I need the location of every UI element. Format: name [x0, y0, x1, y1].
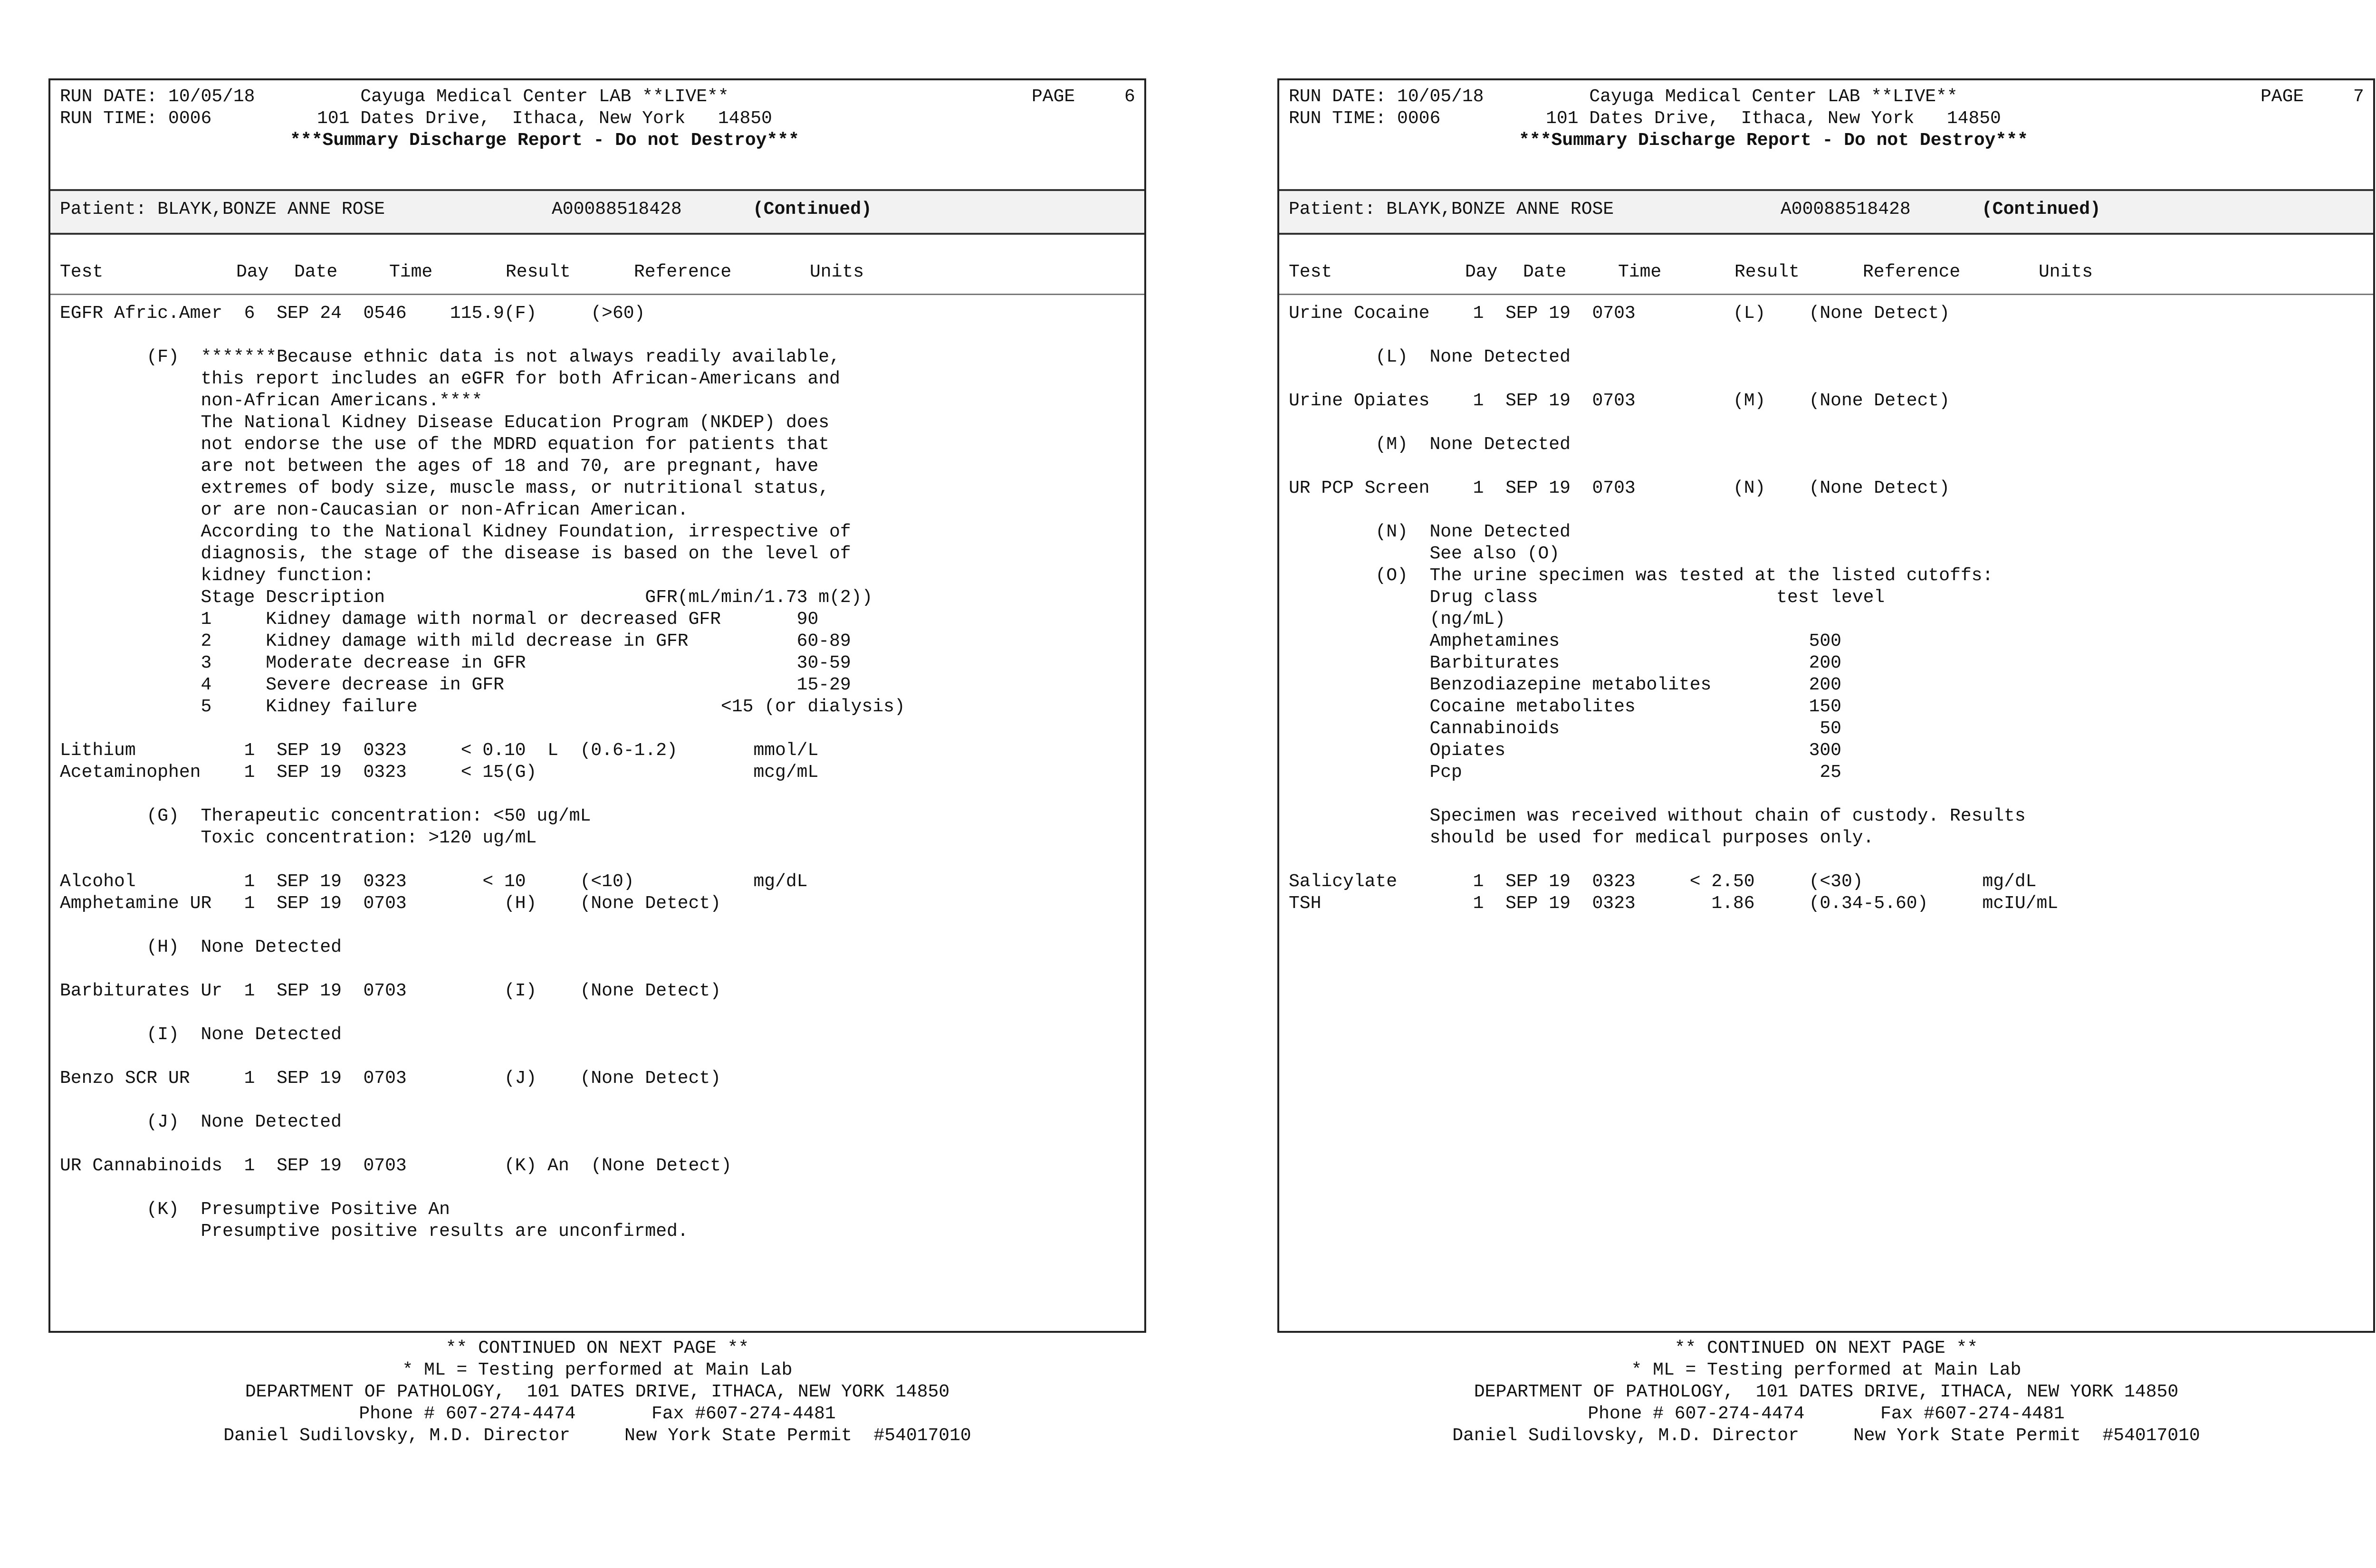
col-result: Result	[1734, 262, 1800, 282]
report-line: Pcp 25	[1289, 762, 1841, 783]
report-line: Presumptive positive results are unconfirmed.	[60, 1221, 689, 1242]
report-line: Salicylate 1 SEP 19 0323 < 2.50 (<30) mg/dL	[1289, 871, 2037, 892]
footer-continued: ** CONTINUED ON NEXT PAGE **	[445, 1338, 749, 1358]
report-title: ***Summary Discharge Report - Do not Destroy***	[1519, 130, 2028, 151]
col-date: Date	[294, 262, 338, 282]
report-line: Acetaminophen 1 SEP 19 0323 < 15(G) mcg/mL	[60, 762, 819, 783]
report-line: Opiates 300	[1289, 740, 1841, 761]
report-page-6	[48, 78, 1146, 1446]
col-test: Test	[60, 262, 104, 282]
hospital-address: 101 Dates Drive, Ithaca, New York 14850	[1546, 108, 2001, 129]
report-line: Benzodiazepine metabolites 200	[1289, 675, 1841, 695]
report-frame	[48, 78, 1146, 1333]
report-line: Stage Description GFR(mL/min/1.73 m(2))	[60, 587, 873, 608]
report-line: (M) None Detected	[1289, 434, 1571, 455]
report-line: (H) None Detected	[60, 937, 342, 957]
page-number: 6	[1124, 86, 1135, 107]
patient-divider	[50, 233, 1144, 235]
report-line: extremes of body size, muscle mass, or nutritional status,	[60, 478, 830, 498]
report-line: diagnosis, the stage of the disease is based on the level of	[60, 544, 851, 564]
report-header	[1279, 80, 2373, 189]
col-time: Time	[389, 262, 433, 282]
run-date: RUN DATE: 10/05/18	[1289, 86, 1484, 107]
footer-phone-fax: Phone # 607-274-4474 Fax #607-274-4481	[1588, 1404, 2065, 1424]
report-line: Benzo SCR UR 1 SEP 19 0703 (J) (None Detect)	[60, 1068, 721, 1089]
report-line: (K) Presumptive Positive An	[60, 1199, 450, 1220]
patient-name: Patient: BLAYK,BONZE ANNE ROSE	[60, 199, 385, 220]
col-day: Day	[236, 262, 269, 282]
footer-ml-note: * ML = Testing performed at Main Lab	[402, 1360, 793, 1380]
footer-continued: ** CONTINUED ON NEXT PAGE **	[1674, 1338, 1978, 1358]
report-line: See also (O)	[1289, 544, 1560, 564]
report-line: (F) *******Because ethnic data is not always readily available,	[60, 347, 840, 367]
report-line: 5 Kidney failure <15 (or dialysis)	[60, 697, 905, 717]
columns-divider	[50, 294, 1144, 295]
report-frame	[1277, 78, 2375, 1333]
report-line: 4 Severe decrease in GFR 15-29	[60, 675, 851, 695]
report-line: or are non-Caucasian or non-African American.	[60, 500, 689, 520]
continued-label: (Continued)	[1982, 199, 2101, 220]
col-date: Date	[1523, 262, 1567, 282]
footer-department: DEPARTMENT OF PATHOLOGY, 101 DATES DRIVE, ITHACA, NEW YORK 14850	[245, 1382, 950, 1402]
report-line: (N) None Detected	[1289, 522, 1571, 542]
report-line: (G) Therapeutic concentration: <50 ug/mL	[60, 806, 591, 826]
report-line: Toxic concentration: >120 ug/mL	[60, 828, 537, 848]
footer-phone-fax: Phone # 607-274-4474 Fax #607-274-4481	[359, 1404, 836, 1424]
patient-divider	[1279, 233, 2373, 235]
report-line: not endorse the use of the MDRD equation for patients that	[60, 434, 830, 455]
report-line: TSH 1 SEP 19 0323 1.86 (0.34-5.60) mcIU/mL	[1289, 893, 2059, 914]
col-day: Day	[1465, 262, 1498, 282]
patient-name: Patient: BLAYK,BONZE ANNE ROSE	[1289, 199, 1614, 220]
report-line: (J) None Detected	[60, 1112, 342, 1132]
hospital-address: 101 Dates Drive, Ithaca, New York 14850	[317, 108, 772, 129]
report-line: non-African Americans.****	[60, 391, 483, 411]
col-test: Test	[1289, 262, 1332, 282]
col-result: Result	[506, 262, 571, 282]
patient-bar	[1279, 191, 2373, 233]
report-line: (L) None Detected	[1289, 347, 1571, 367]
col-units: Units	[810, 262, 864, 282]
page-label: PAGE	[1032, 86, 1075, 107]
report-line: Alcohol 1 SEP 19 0323 < 10 (<10) mg/dL	[60, 871, 808, 892]
run-time: RUN TIME: 0006	[1289, 108, 1441, 129]
report-line: EGFR Afric.Amer 6 SEP 24 0546 115.9(F) (>60)	[60, 303, 645, 324]
report-line: (O) The urine specimen was tested at the listed cutoffs:	[1289, 565, 1993, 586]
page-label: PAGE	[2261, 86, 2304, 107]
run-time: RUN TIME: 0006	[60, 108, 212, 129]
hospital-name: Cayuga Medical Center LAB **LIVE**	[360, 86, 729, 107]
continued-label: (Continued)	[753, 199, 872, 220]
report-line: kidney function:	[60, 565, 374, 586]
report-line: Specimen was received without chain of custody. Results	[1289, 806, 2026, 826]
report-line: UR Cannabinoids 1 SEP 19 0703 (K) An (None Detect)	[60, 1156, 732, 1176]
patient-id: A00088518428	[1781, 199, 1911, 220]
report-line: (ng/mL)	[1289, 609, 1506, 630]
report-line: should be used for medical purposes only.	[1289, 828, 1874, 848]
page-number: 7	[2353, 86, 2364, 107]
col-reference: Reference	[1863, 262, 1961, 282]
report-line: UR PCP Screen 1 SEP 19 0703 (N) (None Detect)	[1289, 478, 1950, 498]
report-page-7	[1277, 78, 2375, 1446]
hospital-name: Cayuga Medical Center LAB **LIVE**	[1589, 86, 1958, 107]
col-time: Time	[1618, 262, 1662, 282]
report-line: 1 Kidney damage with normal or decreased GFR 90	[60, 609, 819, 630]
report-line: Urine Opiates 1 SEP 19 0703 (M) (None Detect)	[1289, 391, 1950, 411]
report-line: Cocaine metabolites 150	[1289, 697, 1841, 717]
report-line: Cannabinoids 50	[1289, 718, 1841, 739]
patient-id: A00088518428	[552, 199, 682, 220]
report-line: are not between the ages of 18 and 70, are pregnant, have	[60, 456, 819, 477]
report-line: Amphetamines 500	[1289, 631, 1841, 651]
report-line: (I) None Detected	[60, 1024, 342, 1045]
col-reference: Reference	[634, 262, 732, 282]
report-line: Lithium 1 SEP 19 0323 < 0.10 L (0.6-1.2) mmol/L	[60, 740, 819, 761]
footer-ml-note: * ML = Testing performed at Main Lab	[1631, 1360, 2022, 1380]
report-line: Urine Cocaine 1 SEP 19 0703 (L) (None Detect)	[1289, 303, 1950, 324]
report-line: Amphetamine UR 1 SEP 19 0703 (H) (None Detect)	[60, 893, 721, 914]
report-line: Barbiturates 200	[1289, 653, 1841, 673]
run-date: RUN DATE: 10/05/18	[60, 86, 255, 107]
columns-divider	[1279, 294, 2373, 295]
report-header	[50, 80, 1144, 189]
report-line: The National Kidney Disease Education Program (NKDEP) does	[60, 412, 830, 433]
report-title: ***Summary Discharge Report - Do not Destroy***	[290, 130, 799, 151]
patient-bar	[50, 191, 1144, 233]
footer-director: Daniel Sudilovsky, M.D. Director New York State Permit #54017010	[1452, 1425, 2200, 1446]
report-line: According to the National Kidney Foundation, irrespective of	[60, 522, 851, 542]
report-line: Barbiturates Ur 1 SEP 19 0703 (I) (None Detect)	[60, 981, 721, 1001]
report-line: this report includes an eGFR for both African-Americans and	[60, 369, 840, 389]
footer-department: DEPARTMENT OF PATHOLOGY, 101 DATES DRIVE, ITHACA, NEW YORK 14850	[1474, 1382, 2179, 1402]
col-units: Units	[2039, 262, 2093, 282]
report-line: 2 Kidney damage with mild decrease in GFR 60-89	[60, 631, 851, 651]
report-line: 3 Moderate decrease in GFR 30-59	[60, 653, 851, 673]
report-line: Drug class test level	[1289, 587, 1885, 608]
footer-director: Daniel Sudilovsky, M.D. Director New York State Permit #54017010	[223, 1425, 971, 1446]
